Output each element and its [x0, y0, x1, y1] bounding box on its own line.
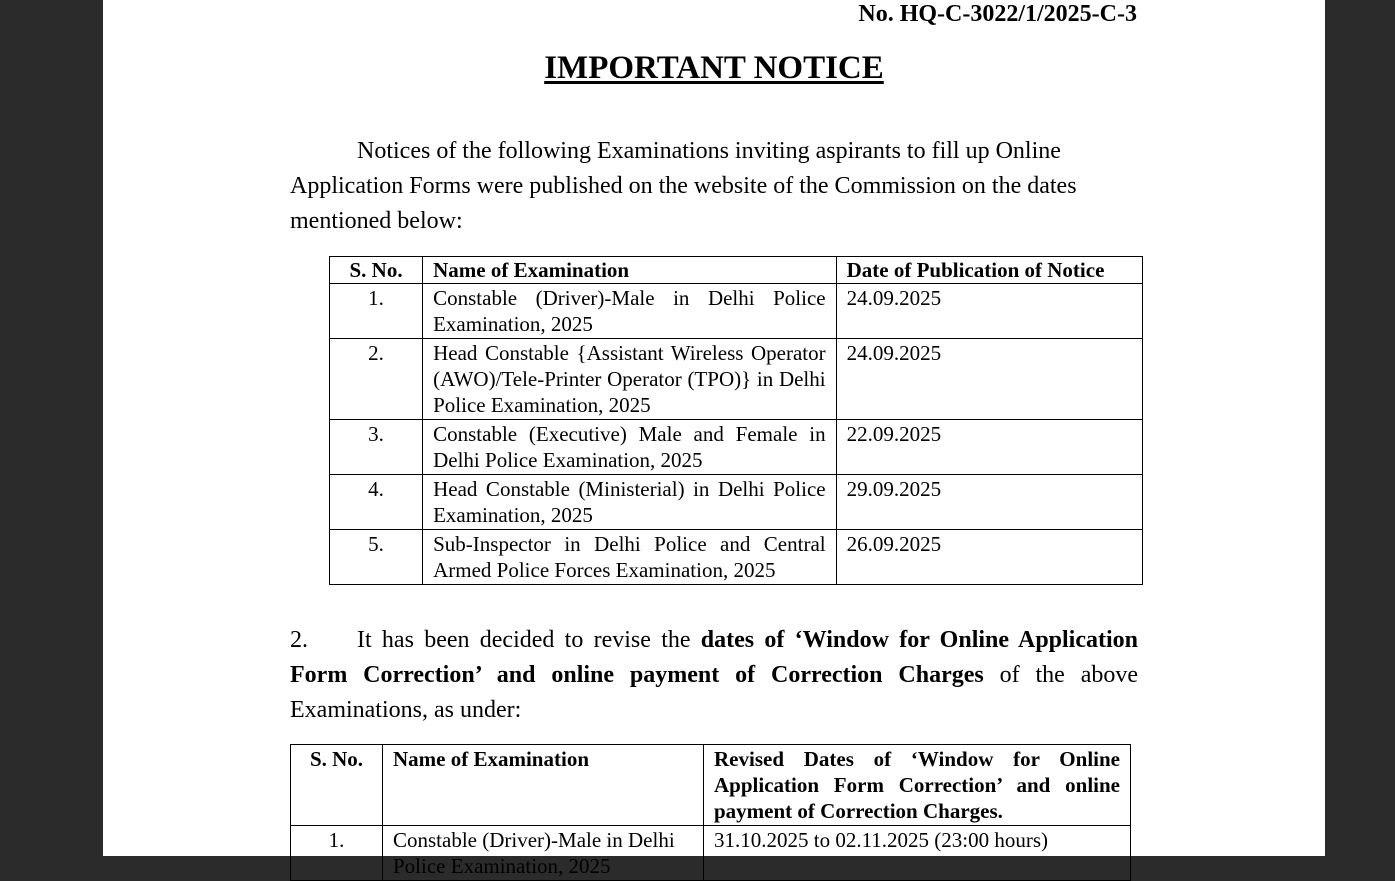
table-row: [330, 420, 1143, 475]
revised-dates-table: [290, 744, 1131, 881]
row-revised-dates: 31.10.2025 to 02.11.2025 (23:00 hours): [704, 826, 1131, 881]
table-row: [330, 475, 1143, 530]
row-sno: 4.: [330, 475, 423, 530]
row-date: 24.09.2025: [836, 339, 1142, 420]
header-sno: S. No.: [291, 745, 383, 826]
table-header-row: [330, 257, 1143, 284]
row-date: 24.09.2025: [836, 284, 1142, 339]
row-sno: 1.: [330, 284, 423, 339]
row-exam-name: Constable (Driver)-Male in Delhi Police Examination, 2025: [423, 284, 837, 339]
row-sno: 1.: [291, 826, 383, 881]
publication-dates-table: [329, 256, 1143, 585]
row-date: 29.09.2025: [836, 475, 1142, 530]
row-sno: 3.: [330, 420, 423, 475]
row-sno: 2.: [330, 339, 423, 420]
table-row: [330, 530, 1143, 585]
header-revised-dates: Revised Dates of ‘Window for Online Application Form Correction’ and online payment of Correction Charges.: [704, 745, 1131, 826]
intro-line-2: Application Forms were published on the website of the Commission on the dates: [290, 173, 1077, 199]
page-title: IMPORTANT NOTICE: [544, 50, 884, 86]
row-sno: 5.: [330, 530, 423, 585]
table-row: [330, 284, 1143, 339]
header-sno: S. No.: [330, 257, 423, 284]
notice-number: No. HQ-C-3022/1/2025-C-3: [858, 1, 1137, 27]
intro-line-3: mentioned below:: [290, 208, 463, 234]
revision-text-a: It has been decided to revise the: [357, 627, 691, 653]
header-name: Name of Examination: [423, 257, 837, 284]
para-number: 2.: [290, 627, 308, 653]
revision-text-bold: dates of ‘Window for Online Application Form Correction’ and online payment of Correction Charges: [290, 627, 1139, 688]
header-date: Date of Publication of Notice: [836, 257, 1142, 284]
intro-line-1: Notices of the following Examinations inviting aspirants to fill up Online: [357, 138, 1061, 164]
row-exam-name: Sub-Inspector in Delhi Police and Central Armed Police Forces Examination, 2025: [423, 530, 837, 585]
table-row: [330, 339, 1143, 420]
revision-text-b: of the above Examinations, as under:: [290, 662, 1139, 723]
row-exam-name: Constable (Executive) Male and Female in Delhi Police Examination, 2025: [423, 420, 837, 475]
row-exam-name: Head Constable (Ministerial) in Delhi Police Examination, 2025: [423, 475, 837, 530]
intro-paragraph: [290, 134, 1138, 239]
header-name: Name of Examination: [383, 745, 704, 826]
row-exam-name: Constable (Driver)-Male in Delhi Police Examination, 2025: [383, 826, 704, 881]
row-date: 22.09.2025: [836, 420, 1142, 475]
table-header-row: [291, 745, 1131, 826]
row-date: 26.09.2025: [836, 530, 1142, 585]
table-row: [291, 826, 1131, 881]
revision-paragraph: [290, 623, 1138, 728]
row-exam-name: Head Constable {Assistant Wireless Operator (AWO)/Tele-Printer Operator (TPO)} in Delhi Police Examination, 2025: [423, 339, 837, 420]
document-page: [103, 0, 1325, 878]
